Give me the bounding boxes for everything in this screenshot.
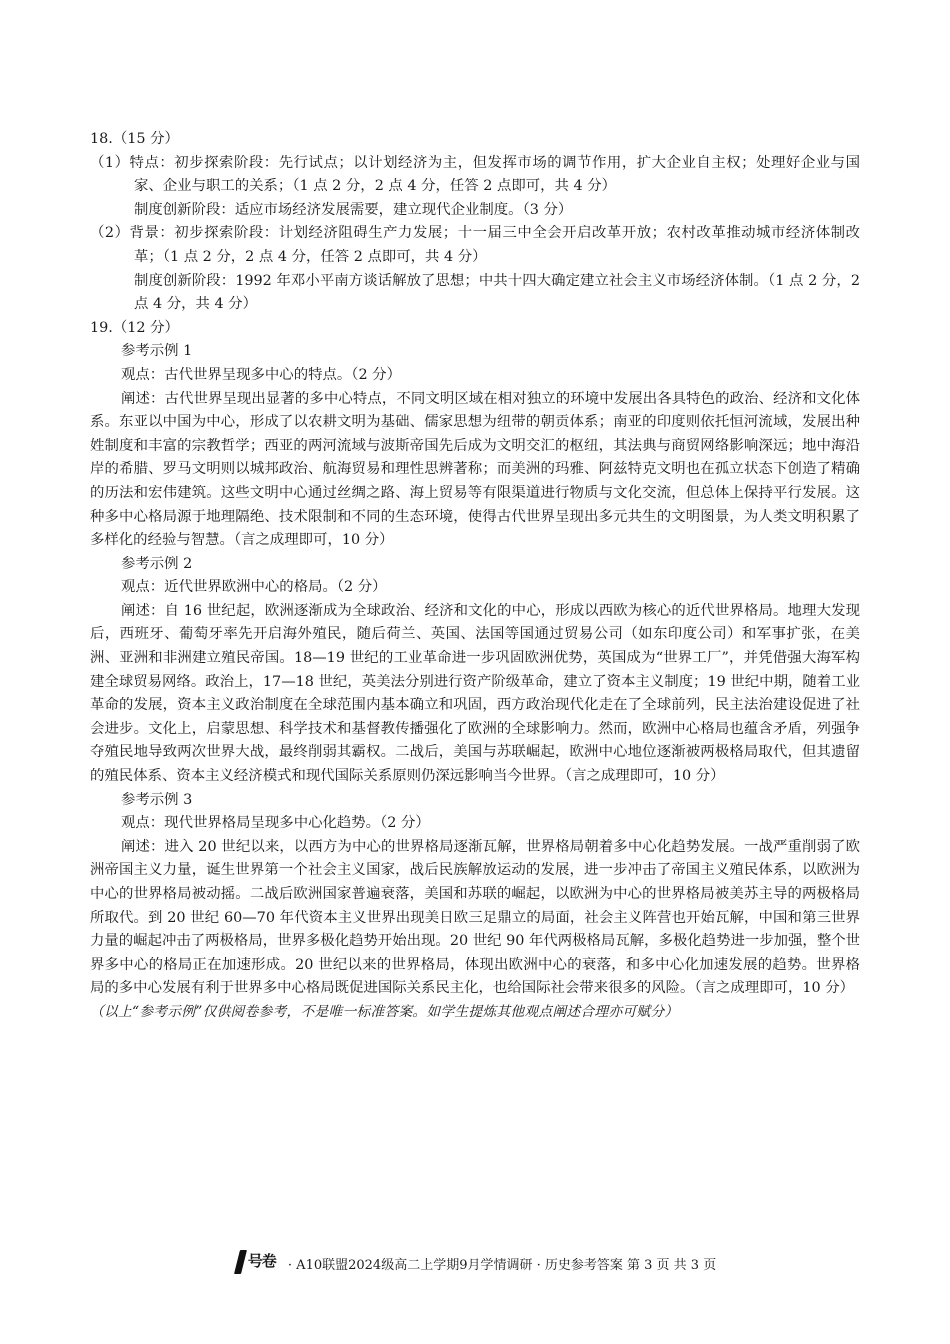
example-1-body: 阐述：古代世界呈现出显著的多中心特点，不同文明区域在相对独立的环境中发展出各具特色的政治、经济和文化体系。东亚以中国为中心，形成了以农耕文明为基础、儒家思想为纽带的朝贡体系；南亚的印度则依托恒河流域，发展出种姓制度和丰富的宗教哲学；西亚的两河流域与波斯帝国先后成为文明交汇的枢纽，其法典与商贸网络影响深远；地中海沿岸的希腊、罗马文明则以城邦政治、航海贸易和理性思辨著称；而美洲的玛雅、阿兹特克文明也在孤立状态下创造了精确的历法和宏伟建筑。这些文明中心通过丝绸之路、海上贸易等有限渠道进行物质与文化交流，但总体上保持平行发展。这种多中心格局源于地理隔绝、技术限制和不同的生态环境，使得古代世界呈现出多元共生的文明图景，为人类文明积累了多样化的经验与智慧。（言之成理即可，10 分） <box>90 390 860 549</box>
answer-content <box>90 128 860 1025</box>
example-1-title: 参考示例 1 <box>121 343 193 360</box>
question-19-heading: 19.（12 分） <box>90 319 179 336</box>
q18-part2-answer: （2）背景：初步探索阶段：计划经济阻碍生产力发展；十一届三中全会开启改革开放；农村改革推动城市经济体制改革；（1 点 2 分，2 点 4 分，任答 2 点即可，共 4 分） <box>90 225 860 265</box>
footer-text: · A10联盟2024级高二上学期9月学情调研 · 历史参考答案 第 3 页 共 3 页 <box>287 1258 717 1273</box>
example-2-viewpoint: 观点：近代世界欧洲中心的格局。（2 分） <box>121 579 387 596</box>
q18-part2-stage2: 制度创新阶段：1992 年邓小平南方谈话解放了思想；中共十四大确定建立社会主义市场经济体制。（1 点 2 分，2 点 4 分，共 4 分） <box>134 272 860 313</box>
publisher-logo-icon <box>234 1250 282 1274</box>
logo-bar <box>234 1250 247 1274</box>
q18-part1-stage2: 制度创新阶段：适应市场经济发展需要，建立现代企业制度。（3 分） <box>134 201 573 218</box>
grading-note: （以上“参考示例”仅供阅卷参考，不是唯一标准答案。如学生提炼其他观点阐述合理亦可赋分） <box>90 1003 679 1020</box>
example-3-title: 参考示例 3 <box>121 791 193 808</box>
example-3-viewpoint: 观点：现代世界格局呈现多中心化趋势。（2 分） <box>121 815 430 832</box>
question-18-heading: 18.（15 分） <box>90 131 179 147</box>
page-footer <box>0 1250 950 1275</box>
q18-part1-answer: （1）特点：初步探索阶段：先行试点；以计划经济为主，但发挥市场的调节作用，扩大企业自主权；处理好企业与国家、企业与职工的关系；（1 点 2 分，2 点 4 分，任答 2 点即可，共 4 分） <box>90 154 860 195</box>
example-3-body: 阐述：进入 20 世纪以来，以西方为中心的世界格局逐渐瓦解，世界格局朝着多中心化趋势发展。一战严重削弱了欧洲帝国主义力量，诞生世界第一个社会主义国家，战后民族解放运动的发展，进一步冲击了帝国主义殖民体系，以欧洲为中心的世界格局被动摇。二战后欧洲国家普遍衰落，美国和苏联的崛起，以欧洲为中心的世界格局被美苏主导的两极格局所取代。到 20 世纪 60—70 年代资本主义世界出现美日欧三足鼎立的局面，社会主义阵营也开始瓦解，中国和第三世界力量的崛起冲击了两极格局，世界多极化趋势开始出现。20 世纪 90 年代两极格局瓦解，多极化趋势进一步加强，整个世界多中心的格局正在加速形成。20 世纪以来的世界格局，体现出欧洲中心的衰落，和多中心化加速发展的趋势。世界格局的多中心发展有利于世界多中心格局既促进国际关系民主化，也给国际社会带来很多的风险。（言之成理即可，10 分） <box>90 838 860 997</box>
logo-text: 号卷 <box>247 1252 276 1270</box>
example-1-viewpoint: 观点：古代世界呈现多中心的特点。（2 分） <box>121 366 401 383</box>
example-2-body: 阐述：自 16 世纪起，欧洲逐渐成为全球政治、经济和文化的中心，形成以西欧为核心的近代世界格局。地理大发现后，西班牙、葡萄牙率先开启海外殖民，随后荷兰、英国、法国等国通过贸易公司（如东印度公司）和军事扩张，在美洲、亚洲和非洲建立殖民帝国。18—19 世纪的工业革命进一步巩固欧洲优势，英国成为“世界工厂”，并凭借强大海军构建全球贸易网络。政治上，17—18 世纪，英美法分别进行资产阶级革命，建立了资本主义制度；19 世纪中期，随着工业革命的发展，资本主义政治制度在全球范围内基本确立和巩固，西方政治现代化走在了全球前列，民主法治建设促进了社会进步。文化上，启蒙思想、科学技术和基督教传播强化了欧洲的全球影响力。然而，欧洲中心格局也蕴含矛盾，列强争夺殖民地导致两次世界大战，最终削弱其霸权。二战后，美国与苏联崛起，欧洲中心地位逐渐被两极格局取代，但其遗留的殖民体系、资本主义经济模式和现代国际关系原则仍深远影响当今世界。（言之成理即可，10 分） <box>90 602 860 785</box>
example-2-title: 参考示例 2 <box>121 555 193 572</box>
